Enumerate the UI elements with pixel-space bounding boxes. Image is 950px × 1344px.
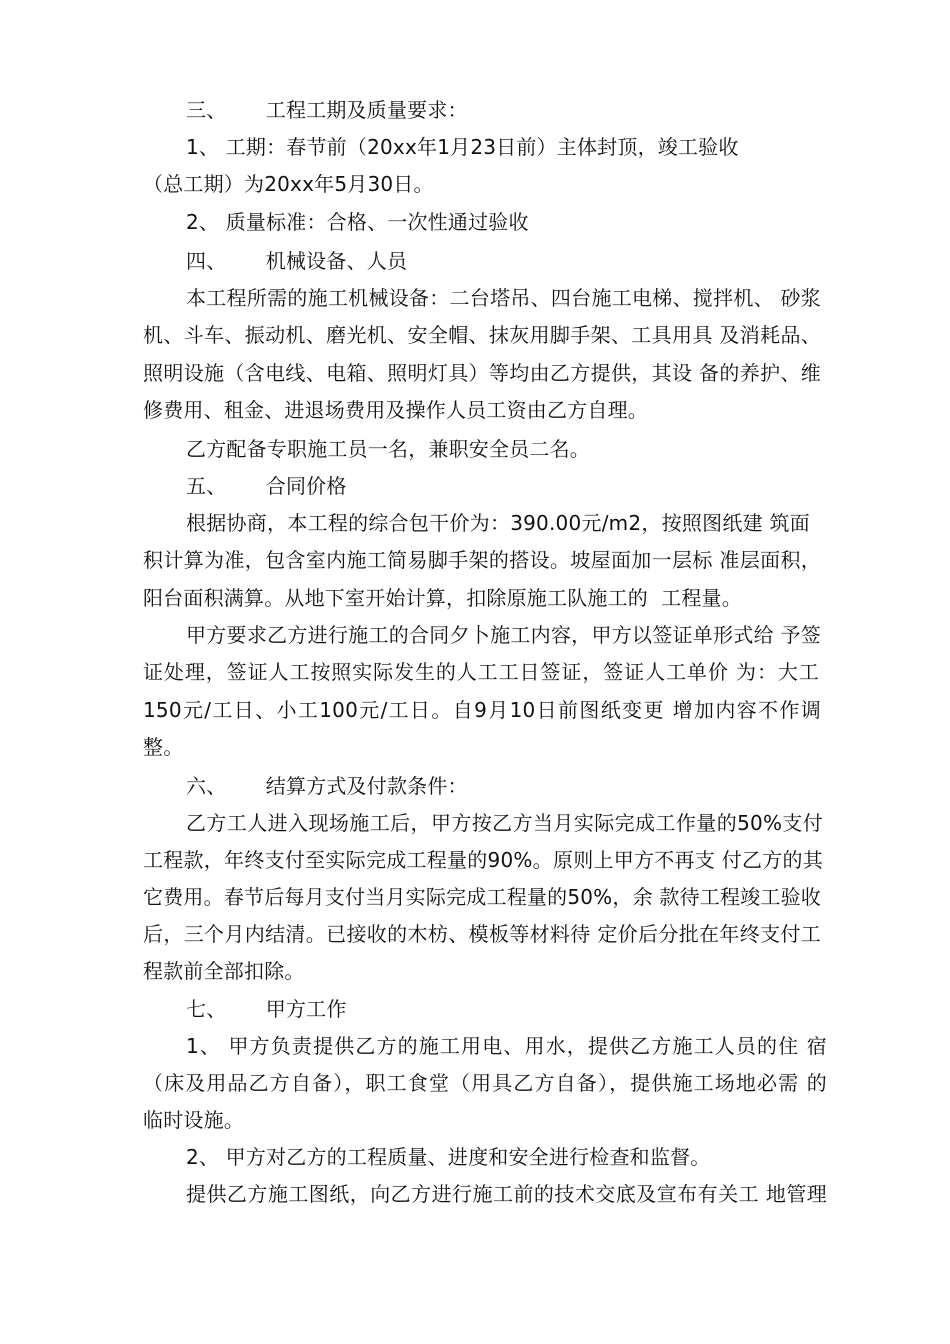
text-line: 整。: [143, 735, 184, 759]
text-line: 2、 甲方对乙方的工程质量、进度和安全进行检查和监督。: [186, 1145, 711, 1169]
section-heading-5: 五、 合同价格: [186, 474, 347, 498]
text-line: 机、斗车、振动机、磨光机、安全帽、抹灰用脚手架、工具用具 及消耗品、: [143, 323, 821, 347]
text-line: 2、 质量标准：合格、一次性通过验收: [186, 210, 529, 234]
section-heading-7: 七、 甲方工作: [186, 997, 347, 1021]
text-line: 它费用。春节后每月支付当月实际完成工程量的50%，余 款待工程竣工验收: [143, 885, 821, 909]
text-line: 阳台面积满算。从地下室开始计算，扣除原施工队施工的 工程量。: [143, 586, 742, 610]
text-line: 提供乙方施工图纸，向乙方进行施工前的技术交底及宣布有关工 地管理: [186, 1182, 827, 1206]
text-line: 1、 工期：春节前（20xx年1月23日前）主体封顶，竣工验收: [186, 135, 739, 159]
text-line: 根据协商，本工程的综合包干价为：390.00元/m2，按照图纸建 筑面: [186, 511, 810, 535]
text-line: 照明设施（含电线、电箱、照明灯具）等均由乙方提供，其设 备的养护、维: [143, 361, 821, 385]
text-line: 后，三个月内结清。已接收的木枋、模板等材料待 定价后分批在年终支付工: [143, 922, 821, 946]
text-line: （床及用品乙方自备），职工食堂（用具乙方自备），提供施工场地必需 的: [143, 1071, 827, 1095]
section-heading-3: 三、 工程工期及质量要求：: [186, 98, 468, 122]
text-line: （总工期）为20xx年5月30日。: [143, 172, 434, 196]
text-line: 程款前全部扣除。: [143, 959, 305, 983]
text-line: 证处理，签证人工按照实际发生的人工工日签证，签证人工单价 为：大工: [143, 660, 819, 684]
text-line: 150元/工日、小工100元/工日。自9月10日前图纸变更 增加内容不作调: [143, 698, 821, 722]
text-line: 工程款，年终支付至实际完成工程量的90%。原则上甲方不再支 付乙方的其: [143, 848, 823, 872]
text-line: 临时设施。: [143, 1108, 244, 1132]
section-heading-4: 四、 机械设备、人员: [186, 249, 408, 273]
text-line: 1、 甲方负责提供乙方的施工用电、用水，提供乙方施工人员的住 宿: [186, 1034, 827, 1058]
section-heading-6: 六、 结算方式及付款条件：: [186, 774, 468, 798]
text-line: 修费用、租金、进退场费用及操作人员工资由乙方自理。: [143, 398, 648, 422]
text-line: 甲方要求乙方进行施工的合同夕卜施工内容，甲方以签证单形式给 予签: [186, 623, 821, 647]
text-line: 乙方工人进入现场施工后，甲方按乙方当月实际完成工作量的50%支付: [186, 811, 823, 835]
text-line: 乙方配备专职施工员一名，兼职安全员二名。: [186, 437, 590, 461]
text-line: 积计算为准，包含室内施工简易脚手架的搭设。坡屋面加一层标 准层面积，: [143, 548, 821, 572]
text-line: 本工程所需的施工机械设备：二台塔吊、四台施工电梯、搅拌机、 砂浆: [186, 286, 821, 310]
